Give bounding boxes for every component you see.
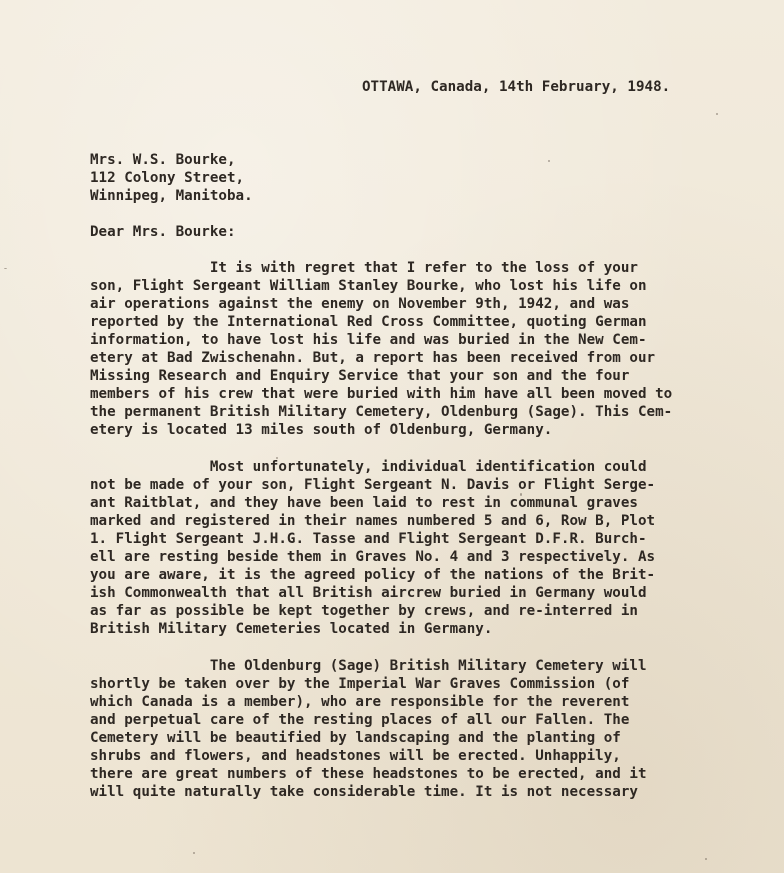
text-line: ish Commonwealth that all British aircrew buried in Germany would — [90, 585, 647, 601]
recipient-street: 112 Colony Street, — [90, 170, 245, 186]
text-line: you are aware, it is the agreed policy of the nations of the Brit- — [90, 567, 656, 583]
text-line: members of his crew that were buried with him have all been moved to — [90, 386, 673, 402]
text-line: ell are resting beside them in Graves No. 4 and 3 respectively. As — [90, 549, 656, 565]
paper-speck — [716, 113, 718, 115]
text-line: and perpetual care of the resting places of all our Fallen. The — [90, 712, 630, 728]
text-line: not be made of your son, Flight Sergeant N. Davis or Flight Serge- — [90, 477, 656, 493]
text-line: shortly be taken over by the Imperial War Graves Commission (of — [90, 676, 630, 692]
text-line: marked and registered in their names numbered 5 and 6, Row B, Plot — [90, 513, 656, 529]
paper-speck — [193, 852, 195, 854]
recipient-name: Mrs. W.S. Bourke, — [90, 152, 236, 168]
text-line: etery is located 13 miles south of Oldenburg, Germany. — [90, 422, 553, 438]
text-line: reported by the International Red Cross Committee, quoting German — [90, 314, 647, 330]
paper-speck — [4, 268, 7, 269]
text-line: Cemetery will be beautified by landscaping and the planting of — [90, 730, 621, 746]
text-line: It is with regret that I refer to the loss of your — [90, 260, 638, 276]
text-line: Missing Research and Enquiry Service that your son and the four — [90, 368, 630, 384]
date-line: OTTAWA, Canada, 14th February, 1948. — [362, 79, 671, 95]
text-line: 1. Flight Sergeant J.H.G. Tasse and Flight Sergeant D.F.R. Burch- — [90, 531, 647, 547]
text-line: as far as possible be kept together by crews, and re-interred in — [90, 603, 638, 619]
text-line: information, to have lost his life and was buried in the New Cem- — [90, 332, 647, 348]
text-line: air operations against the enemy on November 9th, 1942, and was — [90, 296, 630, 312]
text-line: will quite naturally take considerable time. It is not necessary — [90, 784, 638, 800]
text-line: which Canada is a member), who are responsible for the reverent — [90, 694, 630, 710]
text-line: Most unfortunately, individual identification could — [90, 459, 647, 475]
text-line: etery at Bad Zwischenahn. But, a report has been received from our — [90, 350, 656, 366]
text-line: shrubs and flowers, and headstones will be erected. Unhappily, — [90, 748, 621, 764]
recipient-city: Winnipeg, Manitoba. — [90, 188, 253, 204]
text-line: son, Flight Sergeant William Stanley Bourke, who lost his life on — [90, 278, 647, 294]
text-line: there are great numbers of these headstones to be erected, and it — [90, 766, 647, 782]
text-line: British Military Cemeteries located in Germany. — [90, 621, 493, 637]
text-line: The Oldenburg (Sage) British Military Cemetery will — [90, 658, 647, 674]
text-line: the permanent British Military Cemetery, Oldenburg (Sage). This Cem- — [90, 404, 673, 420]
paper-speck — [705, 858, 707, 860]
text-line: ant Raitblat, and they have been laid to rest in communal graves — [90, 495, 638, 511]
paper-speck — [548, 160, 550, 162]
salutation: Dear Mrs. Bourke: — [90, 224, 236, 240]
